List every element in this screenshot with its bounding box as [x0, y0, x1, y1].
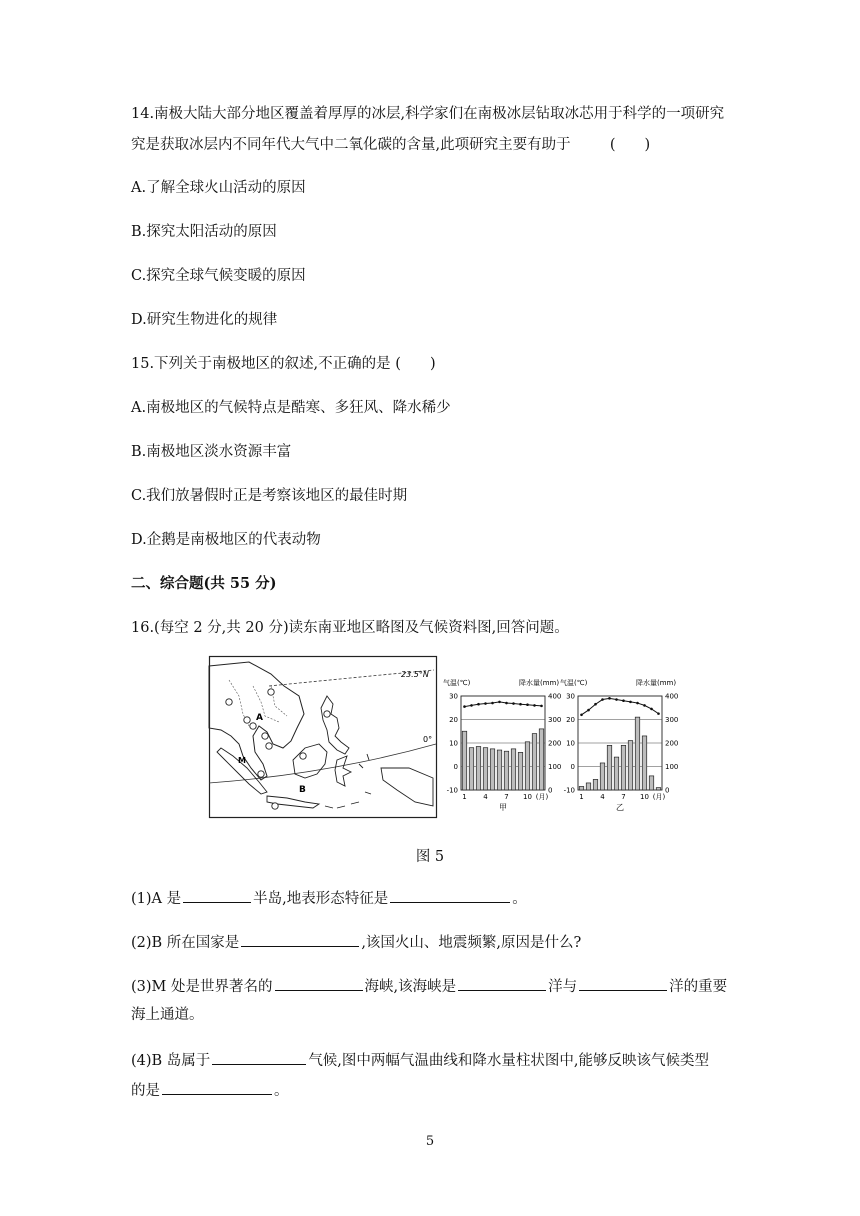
- q16-part1-text-b: 半岛,地表形态特征是: [253, 891, 389, 907]
- temperature-point: [512, 702, 515, 705]
- x-tick-label: 4: [600, 793, 605, 801]
- q16-part2-text-b: ,该国火山、地震频繁,原因是什么?: [361, 935, 582, 951]
- precip-bar: [614, 757, 618, 790]
- precip-bar: [497, 750, 501, 790]
- q16-part2-text-a: (2)B 所在国家是: [131, 935, 240, 951]
- precip-bar: [469, 748, 473, 790]
- precip-bar: [476, 747, 480, 790]
- q16-part3-text-a: (3)M 处是世界著名的: [131, 979, 273, 995]
- x-tick-label: 7: [504, 793, 509, 801]
- left-tick-label: 10: [566, 739, 575, 748]
- q14-stem-line1: 14.南极大陆大部分地区覆盖着厚厚的冰层,科学家们在南极冰层钻取冰芯用于科学的一项研究: [131, 106, 725, 122]
- right-tick-label: 300: [548, 716, 562, 724]
- temperature-point: [608, 697, 611, 700]
- precip-bar: [579, 786, 583, 790]
- y-axis-right-label: 降水量(mm): [519, 679, 560, 687]
- precip-bar: [532, 734, 536, 790]
- x-tick-label: 7: [621, 793, 626, 801]
- q16-part3-cont: 海上通道。: [131, 1007, 204, 1023]
- temperature-point: [657, 712, 660, 715]
- temperature-line: [465, 702, 542, 707]
- temperature-line: [582, 698, 659, 714]
- precip-bar: [628, 741, 632, 790]
- q16-part1-text-a: (1)A 是: [131, 891, 182, 907]
- q14-stem-line2-text: 究是获取冰层内不同年代大气中二氧化碳的含量,此项研究主要有助于: [131, 137, 571, 153]
- q16-part4-text-c: 的是: [131, 1083, 160, 1099]
- blank-3[interactable]: [241, 931, 359, 947]
- y-axis-left-label: 气温(℃): [443, 679, 471, 687]
- q16-stem: 16.(每空 2 分,共 20 分)读东南亚地区略图及气候资料图,回答问题。: [131, 620, 569, 636]
- temperature-point: [615, 698, 618, 701]
- temperature-point: [594, 703, 597, 706]
- right-tick-label: 100: [665, 763, 679, 771]
- precip-bar: [511, 749, 515, 790]
- blank-1[interactable]: [183, 887, 251, 903]
- right-tick-label: 400: [665, 692, 679, 701]
- figure-svg: [209, 656, 679, 819]
- q14-option-a: A.了解全球火山活动的原因: [131, 180, 306, 196]
- precip-bar: [635, 717, 639, 790]
- right-tick-label: 200: [665, 739, 679, 748]
- precip-bar: [525, 742, 529, 790]
- temperature-point: [533, 704, 536, 707]
- q16-part4-text-d: 。: [274, 1083, 289, 1099]
- q14-stem-line2: [131, 135, 650, 155]
- right-tick-label: 200: [548, 739, 562, 748]
- southeast-asia-map: [209, 657, 437, 818]
- q15-stem: [131, 354, 436, 374]
- precip-bar: [483, 748, 487, 790]
- q14-answer-paren: ( ): [609, 137, 651, 153]
- q15-option-b: B.南极地区淡水资源丰富: [131, 444, 292, 460]
- y-axis-right-label: 降水量(mm): [636, 679, 677, 687]
- chart-title: 乙: [616, 803, 624, 812]
- precip-bar: [518, 752, 522, 790]
- left-tick-label: -10: [446, 786, 458, 795]
- figure-5: [209, 656, 679, 819]
- precip-bar: [621, 745, 625, 790]
- q15-option-c: C.我们放暑假时正是考察该地区的最佳时期: [131, 488, 408, 504]
- left-tick-label: 30: [449, 692, 458, 701]
- q16-part1-text-c: 。: [512, 891, 527, 907]
- left-tick-label: 0: [453, 763, 458, 771]
- temperature-point: [526, 703, 529, 706]
- temperature-point: [629, 701, 632, 704]
- temperature-point: [491, 702, 494, 705]
- blank-4[interactable]: [275, 975, 363, 991]
- left-tick-label: 10: [449, 739, 458, 748]
- climate-chart-yi: [560, 678, 678, 812]
- right-tick-label: 100: [548, 763, 562, 771]
- climate-chart-jia: [443, 678, 561, 812]
- q15-stem-text: 15.下列关于南极地区的叙述,不正确的是: [131, 356, 391, 372]
- figure-caption: 图 5: [415, 849, 445, 865]
- blank-8[interactable]: [162, 1079, 272, 1095]
- blank-7[interactable]: [212, 1049, 306, 1065]
- x-tick-label: 4: [483, 793, 488, 801]
- chart-title: 甲: [499, 803, 507, 812]
- temperature-point: [463, 705, 466, 708]
- label-a: A: [256, 713, 263, 723]
- y-axis-left-label: 气温(℃): [560, 679, 588, 687]
- q15-option-d: D.企鹅是南极地区的代表动物: [131, 532, 321, 548]
- precip-bar: [593, 779, 597, 790]
- right-tick-label: 0: [548, 786, 553, 795]
- q16-part3-text-b: 海峡,该海峡是: [364, 979, 457, 995]
- temperature-point: [643, 704, 646, 707]
- q16-part4-text-b: 气候,图中两幅气温曲线和降水量柱状图中,能够反映该气候类型: [308, 1053, 710, 1069]
- x-tick-label: 10: [640, 793, 649, 801]
- left-tick-label: 30: [566, 692, 575, 701]
- label-m: M: [238, 756, 246, 765]
- q16-part1: [131, 887, 527, 909]
- label-b: B: [299, 785, 306, 795]
- temperature-point: [601, 698, 604, 701]
- temperature-point: [622, 699, 625, 702]
- precip-bar: [600, 763, 604, 790]
- q15-answer-paren: ( ): [395, 356, 436, 372]
- temperature-point: [519, 703, 522, 706]
- x-tick-label: 1: [462, 793, 467, 801]
- precip-bar: [656, 788, 660, 790]
- temperature-point: [498, 701, 501, 704]
- tropic-label: 23.5°N: [401, 670, 429, 679]
- temperature-point: [650, 708, 653, 711]
- q14-option-c: C.探究全球气候变暖的原因: [131, 268, 306, 284]
- blank-5[interactable]: [458, 975, 546, 991]
- temperature-point: [484, 702, 487, 705]
- q16-part3: [131, 975, 727, 997]
- temperature-point: [587, 709, 590, 712]
- q14-option-b: B.探究太阳活动的原因: [131, 224, 277, 240]
- q15-option-a: A.南极地区的气候特点是酷寒、多狂风、降水稀少: [131, 400, 451, 416]
- equator-label: 0°: [423, 735, 433, 744]
- right-tick-label: 400: [548, 692, 562, 701]
- temperature-point: [470, 704, 473, 707]
- page-number: 5: [425, 1134, 435, 1149]
- precip-bar: [586, 783, 590, 790]
- q16-part2: [131, 931, 581, 953]
- x-tick-label: 1: [579, 793, 584, 801]
- precip-bar: [462, 731, 466, 790]
- q16-part3-text-d: 洋的重要: [669, 979, 728, 995]
- temperature-point: [540, 705, 543, 708]
- precip-bar: [504, 751, 508, 790]
- left-tick-label: 0: [570, 763, 575, 771]
- blank-6[interactable]: [579, 975, 667, 991]
- precip-bar: [607, 745, 611, 790]
- left-tick-label: -10: [563, 786, 575, 795]
- precip-bar: [539, 729, 543, 790]
- blank-2[interactable]: [390, 887, 510, 903]
- precip-bar: [490, 749, 494, 790]
- x-axis-label: (月): [535, 793, 549, 801]
- x-axis-label: (月): [652, 793, 666, 801]
- q16-part4: [131, 1049, 709, 1071]
- q16-part4-text-a: (4)B 岛属于: [131, 1053, 211, 1069]
- section-heading: 二、综合题(共 55 分): [131, 575, 277, 592]
- left-tick-label: 20: [566, 716, 575, 724]
- temperature-point: [505, 702, 508, 705]
- q16-part3-text-c: 洋与: [548, 979, 578, 995]
- precip-bar: [642, 736, 646, 790]
- right-tick-label: 300: [665, 716, 679, 724]
- temperature-point: [636, 702, 639, 705]
- q16-part4-cont: [131, 1079, 289, 1101]
- x-tick-label: 10: [523, 793, 532, 801]
- temperature-point: [580, 714, 583, 717]
- right-tick-label: 0: [665, 786, 670, 795]
- q14-option-d: D.研究生物进化的规律: [131, 312, 278, 328]
- precip-bar: [649, 776, 653, 790]
- temperature-point: [477, 703, 480, 706]
- left-tick-label: 20: [449, 716, 458, 724]
